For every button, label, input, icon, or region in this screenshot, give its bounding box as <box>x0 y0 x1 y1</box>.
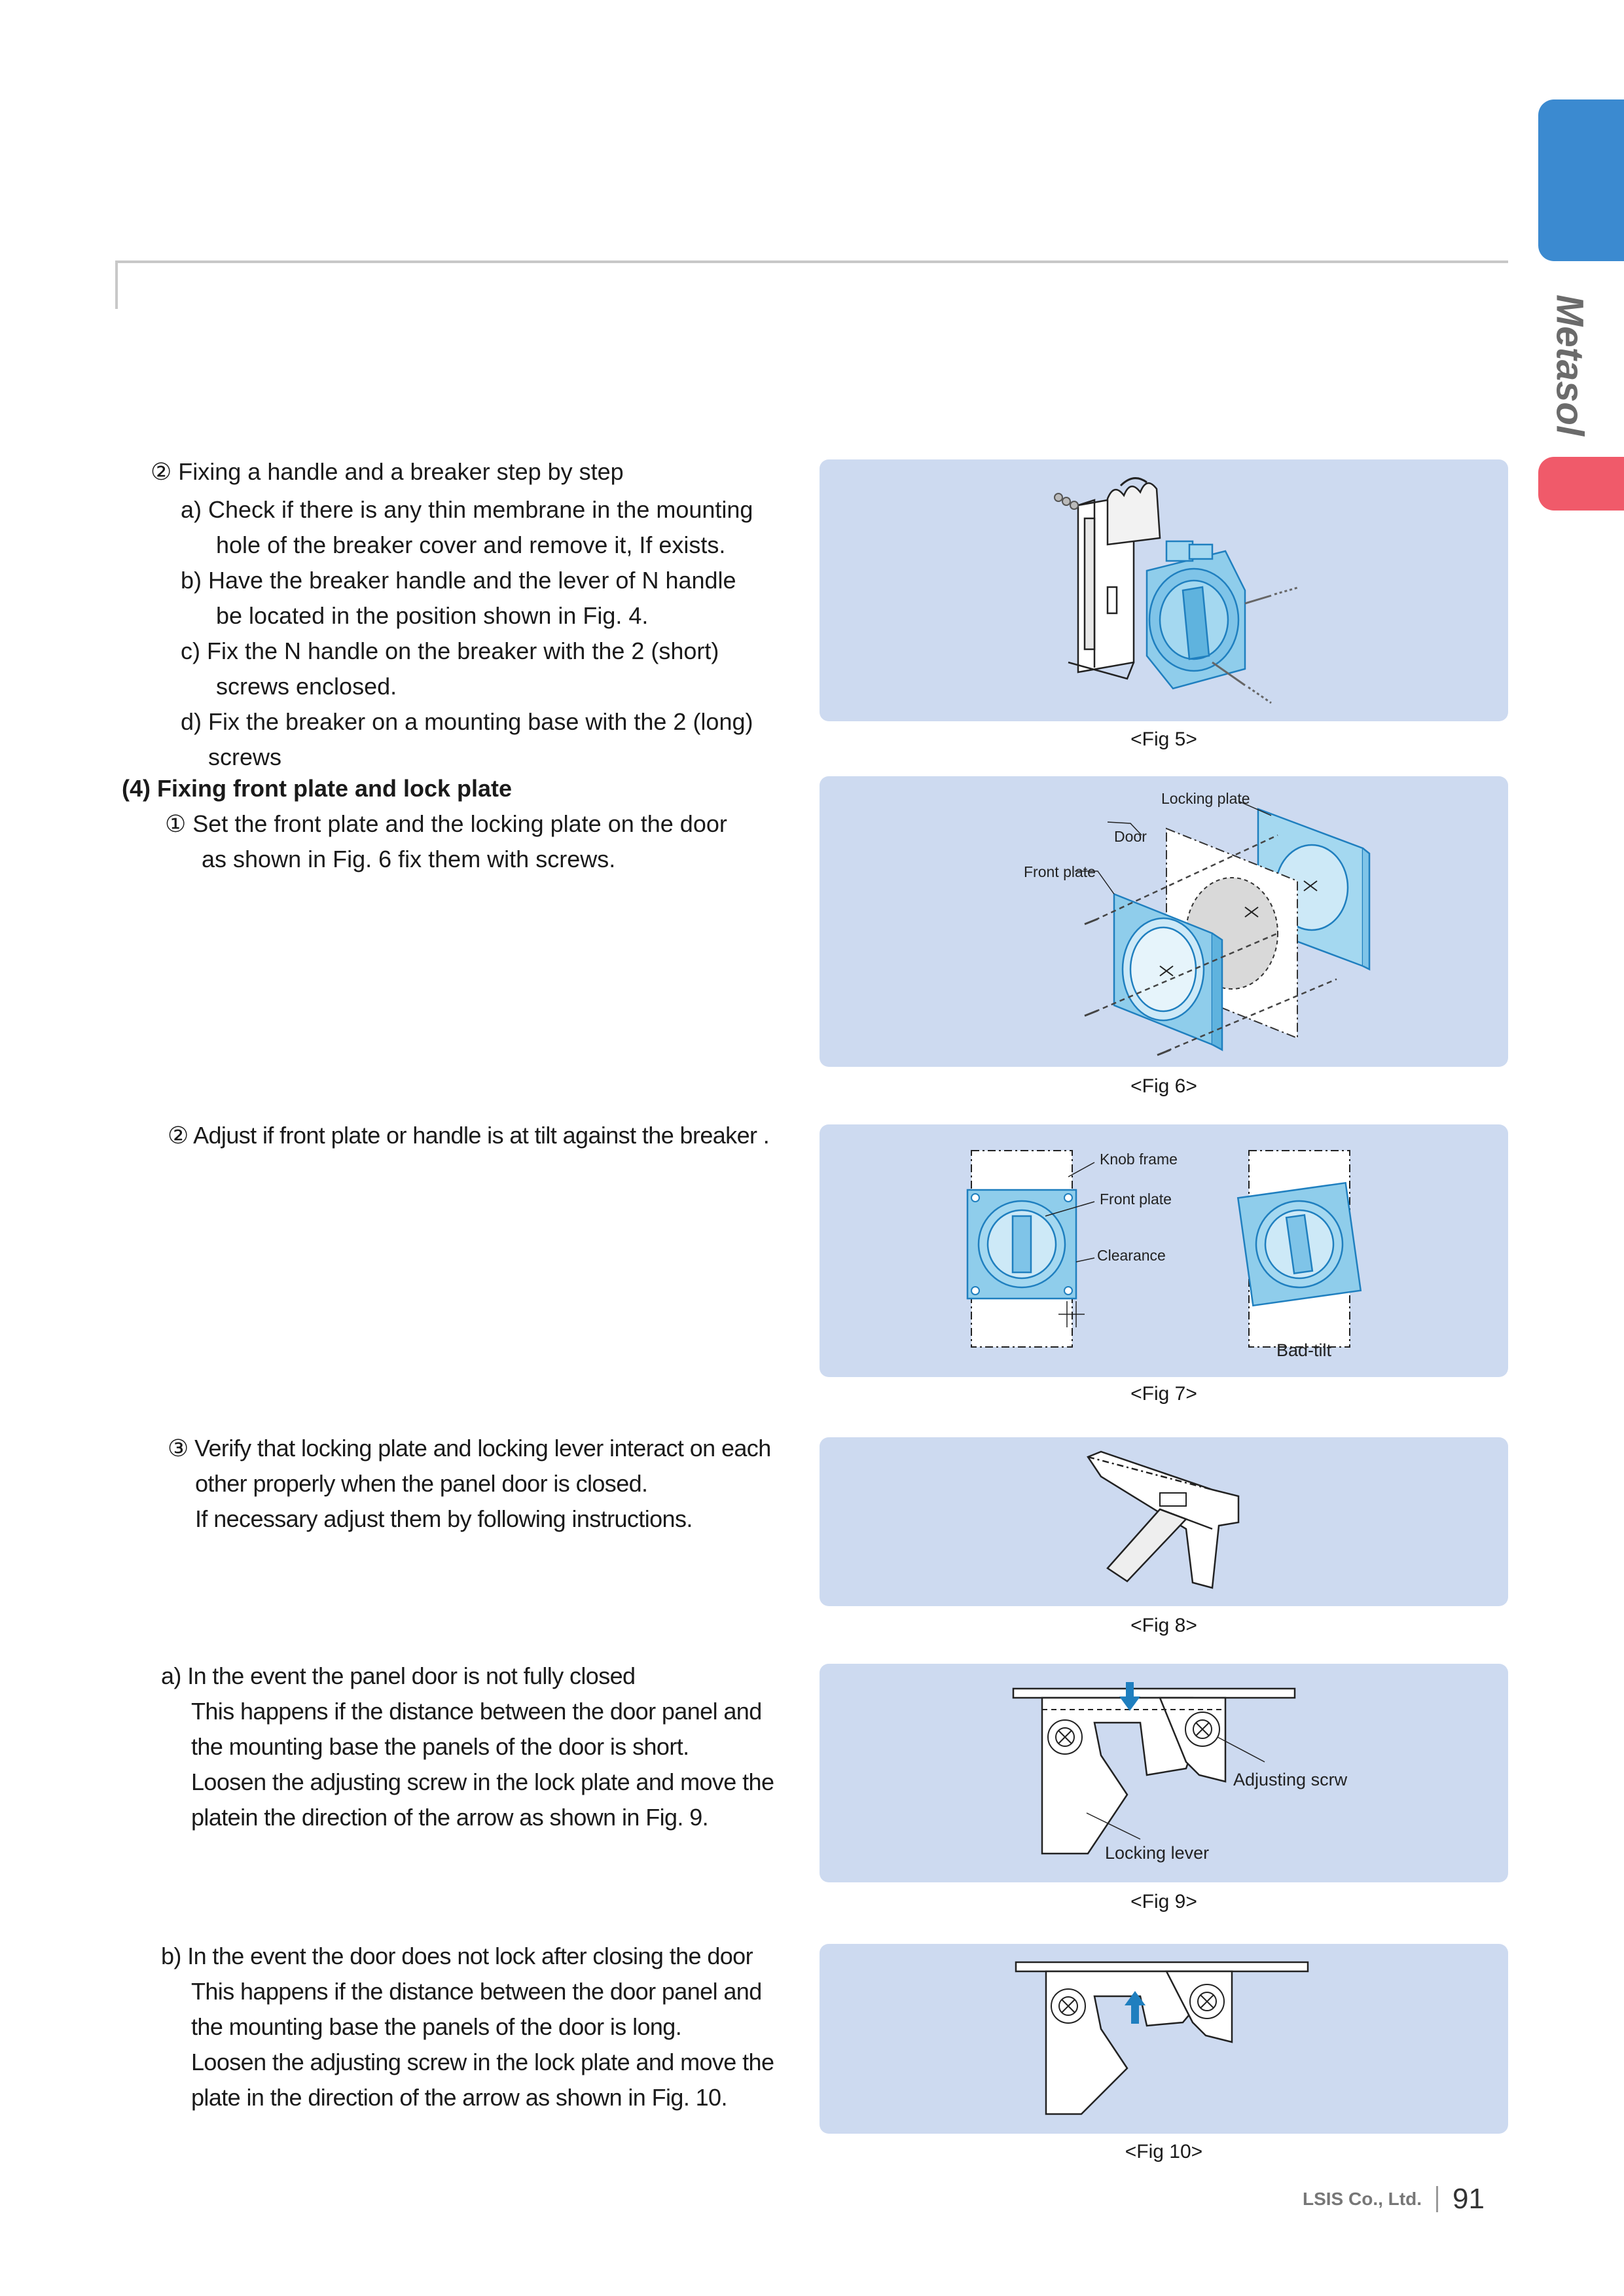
side-tab-blue <box>1538 99 1624 261</box>
step-2c-line2: screws enclosed. <box>216 673 397 700</box>
case-a-line4: platein the direction of the arrow as shown in Fig. 9. <box>191 1804 709 1831</box>
footer-separator <box>1436 2186 1438 2212</box>
step-4-3-line2: other properly when the panel door is closed. <box>195 1470 648 1497</box>
brand-label: Metasol <box>1548 295 1591 436</box>
step-2b-line1: b) Have the breaker handle and the lever of N handle <box>181 567 736 594</box>
case-a-line3: Loosen the adjusting screw in the lock plate and move the <box>191 1768 774 1795</box>
header-rule <box>115 260 1508 263</box>
door-not-closed-illustration <box>820 1664 1508 1882</box>
case-a-line2: the mounting base the panels of the door is short. <box>191 1733 689 1760</box>
section-4-title: (4) Fixing front plate and lock plate <box>122 775 513 802</box>
figure-5-caption: <Fig 5> <box>1130 728 1197 750</box>
breaker-handle-illustration <box>820 459 1508 721</box>
label-front-plate-fig7: Front plate <box>1100 1191 1172 1208</box>
page-number: 91 <box>1453 2183 1485 2215</box>
page-footer <box>1303 2183 1485 2218</box>
case-a-title: a) In the event the panel door is not fully closed <box>161 1662 636 1689</box>
step-2b-line2: be located in the position shown in Fig. 4. <box>216 602 649 629</box>
figure-7 <box>820 1124 1508 1377</box>
figure-9 <box>820 1664 1508 1882</box>
step-2-title: ② Fixing a handle and a breaker step by step <box>151 458 624 485</box>
figure-10 <box>820 1944 1508 2134</box>
label-door: Door <box>1114 828 1147 845</box>
figure-7-caption: <Fig 7> <box>1130 1383 1197 1405</box>
footer-company: LSIS Co., Ltd. <box>1303 2189 1422 2209</box>
step-4-1-line2: as shown in Fig. 6 fix them with screws. <box>202 846 616 872</box>
step-2d-line1: d) Fix the breaker on a mounting base with the 2 (long) <box>181 708 753 735</box>
figure-5 <box>820 459 1508 721</box>
figure-6-caption: <Fig 6> <box>1130 1075 1197 1097</box>
step-2c-line1: c) Fix the N handle on the breaker with the 2 (short) <box>181 637 719 664</box>
case-b-line3: Loosen the adjusting screw in the lock plate and move the <box>191 2049 774 2075</box>
door-not-locking-illustration <box>820 1944 1508 2134</box>
label-locking-plate: Locking plate <box>1161 790 1250 807</box>
case-b-line1: This happens if the distance between the door panel and <box>191 1978 762 2005</box>
case-b-line2: the mounting base the panels of the door is long. <box>191 2013 682 2040</box>
locking-lever-illustration <box>820 1437 1508 1606</box>
step-2a-line1: a) Check if there is any thin membrane in the mounting <box>181 496 753 523</box>
step-2a-line2: hole of the breaker cover and remove it, If exists. <box>216 531 726 558</box>
label-locking-lever: Locking lever <box>1105 1843 1210 1863</box>
case-a-line1: This happens if the distance between the door panel and <box>191 1698 762 1725</box>
label-clearance: Clearance <box>1097 1247 1166 1264</box>
label-adjusting-screw: Adjusting scrw <box>1233 1770 1348 1789</box>
figure-6 <box>820 776 1508 1067</box>
label-bad-tilt: Bad-tilt <box>1276 1340 1332 1360</box>
figure-8-caption: <Fig 8> <box>1130 1615 1197 1636</box>
step-4-3-line1: ③ Verify that locking plate and locking lever interact on each <box>168 1435 771 1462</box>
step-4-3-line3: If necessary adjust them by following instructions. <box>195 1505 693 1532</box>
figure-9-caption: <Fig 9> <box>1130 1891 1197 1912</box>
step-2d-line2: screws <box>208 744 282 770</box>
case-b-line4: plate in the direction of the arrow as shown in Fig. 10. <box>191 2084 727 2111</box>
label-front-plate: Front plate <box>1024 863 1096 880</box>
front-plate-assembly-illustration <box>820 776 1508 1067</box>
label-knob-frame: Knob frame <box>1100 1151 1178 1168</box>
case-b-title: b) In the event the door does not lock after closing the door <box>161 1943 753 1969</box>
figure-8 <box>820 1437 1508 1606</box>
tilt-adjustment-illustration <box>820 1124 1508 1377</box>
figure-10-caption: <Fig 10> <box>1125 2141 1203 2162</box>
header-rule-tick <box>115 260 118 309</box>
side-tab-red <box>1538 457 1624 511</box>
step-4-2: ② Adjust if front plate or handle is at tilt against the breaker . <box>168 1122 770 1149</box>
step-4-1-line1: ① Set the front plate and the locking plate on the door <box>165 810 727 837</box>
